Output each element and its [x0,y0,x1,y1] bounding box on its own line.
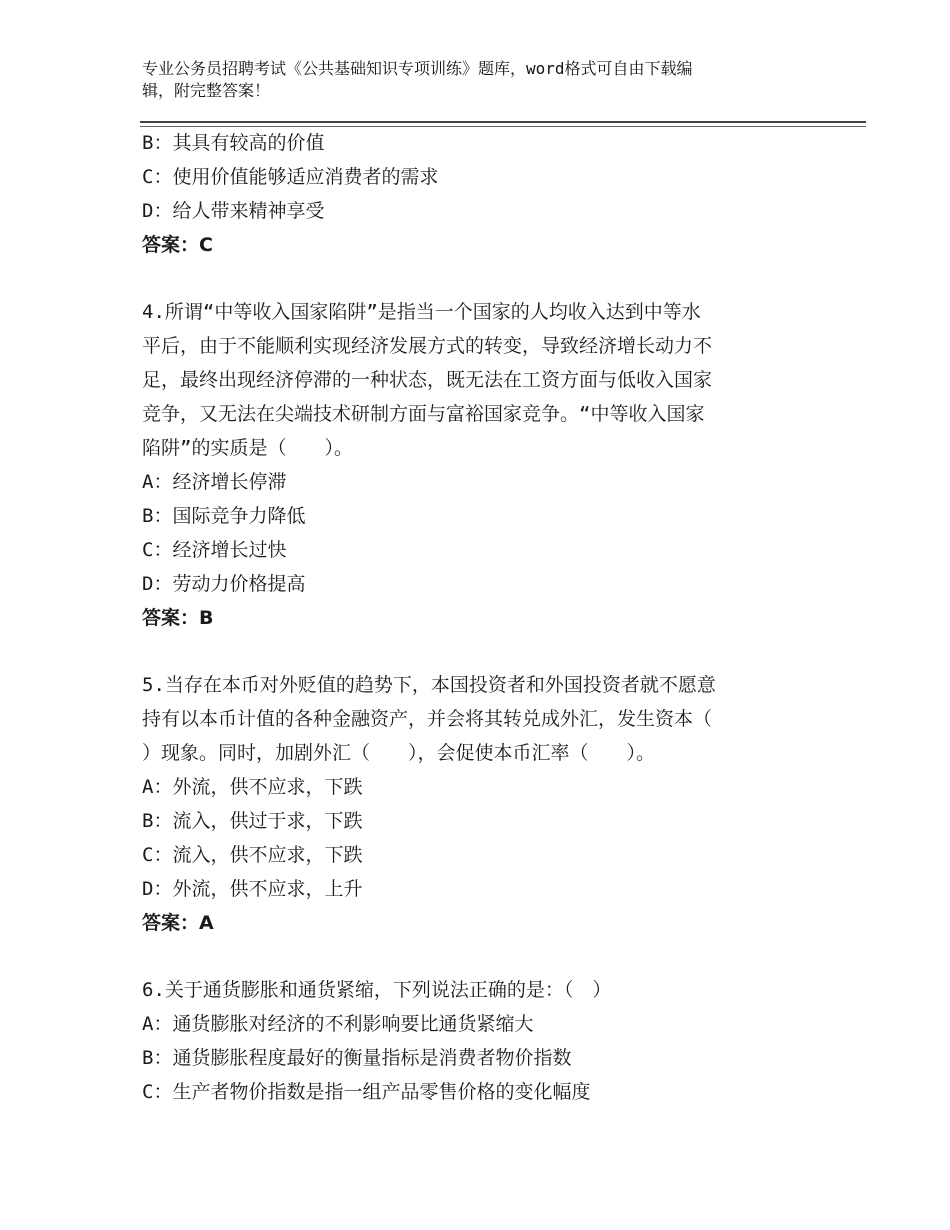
page-header [142,58,792,102]
question-spacer [142,262,797,295]
question-3-remainder [142,126,797,262]
q6-stem-line: 6.关于通货膨胀和通货紧缩，下列说法正确的是：（ ） [142,979,612,1001]
q4-stem-line: 竞争，又无法在尖端技术研制方面与富裕国家竞争。“中等收入国家 [142,403,705,425]
q6-option-a: A：通货膨胀对经济的不利影响要比通货紧缩大 [142,1013,534,1035]
header-divider-thick [140,121,866,123]
q5-option-d: D：外流，供不应求，上升 [142,878,363,900]
q5-option-b: B：流入，供过于求，下跌 [142,810,363,832]
document-body [142,126,797,1109]
q4-stem-line: 陷阱”的实质是（ ）。 [142,437,353,459]
q3-option-d: D：给人带来精神享受 [142,200,325,222]
header-line-2: 辑，附完整答案！ [142,81,271,100]
q5-stem-line: 5.当存在本币对外贬值的趋势下，本国投资者和外国投资者就不愿意 [142,674,716,696]
q4-option-d: D：劳动力价格提高 [142,573,306,595]
q6-option-b: B：通货膨胀程度最好的衡量指标是消费者物价指数 [142,1047,572,1069]
q5-stem-line: ）现象。同时，加剧外汇（ ），会促使本币汇率（ ）。 [142,742,656,764]
q4-stem-line: 足，最终出现经济停滞的一种状态，既无法在工资方面与低收入国家 [142,369,713,391]
question-4 [142,295,797,635]
question-spacer [142,635,797,668]
q5-option-c: C：流入，供不应求，下跌 [142,844,363,866]
question-spacer [142,940,797,973]
q5-answer: 答案：A [142,912,214,934]
q5-stem-line: 持有以本币计值的各种金融资产，并会将其转兑成外汇，发生资本（ [142,708,713,730]
q3-option-c: C：使用价值能够适应消费者的需求 [142,166,439,188]
q4-option-a: A：经济增长停滞 [142,471,287,493]
q4-answer: 答案：B [142,607,214,629]
q3-option-b: B：其具有较高的价值 [142,132,325,154]
q4-stem-line: 平后，由于不能顺利实现经济发展方式的转变，导致经济增长动力不 [142,335,713,357]
q6-option-c: C：生产者物价指数是指一组产品零售价格的变化幅度 [142,1081,591,1103]
q4-option-b: B：国际竞争力降低 [142,505,306,527]
q4-stem-line: 4.所谓“中等收入国家陷阱”是指当一个国家的人均收入达到中等水 [142,301,701,323]
q4-option-c: C：经济增长过快 [142,539,287,561]
question-6 [142,973,797,1109]
header-line-1: 专业公务员招聘考试《公共基础知识专项训练》题库，word格式可自由下载编 [142,59,693,78]
question-5 [142,668,797,940]
q3-answer: 答案：C [142,234,213,256]
q5-option-a: A：外流，供不应求，下跌 [142,776,363,798]
